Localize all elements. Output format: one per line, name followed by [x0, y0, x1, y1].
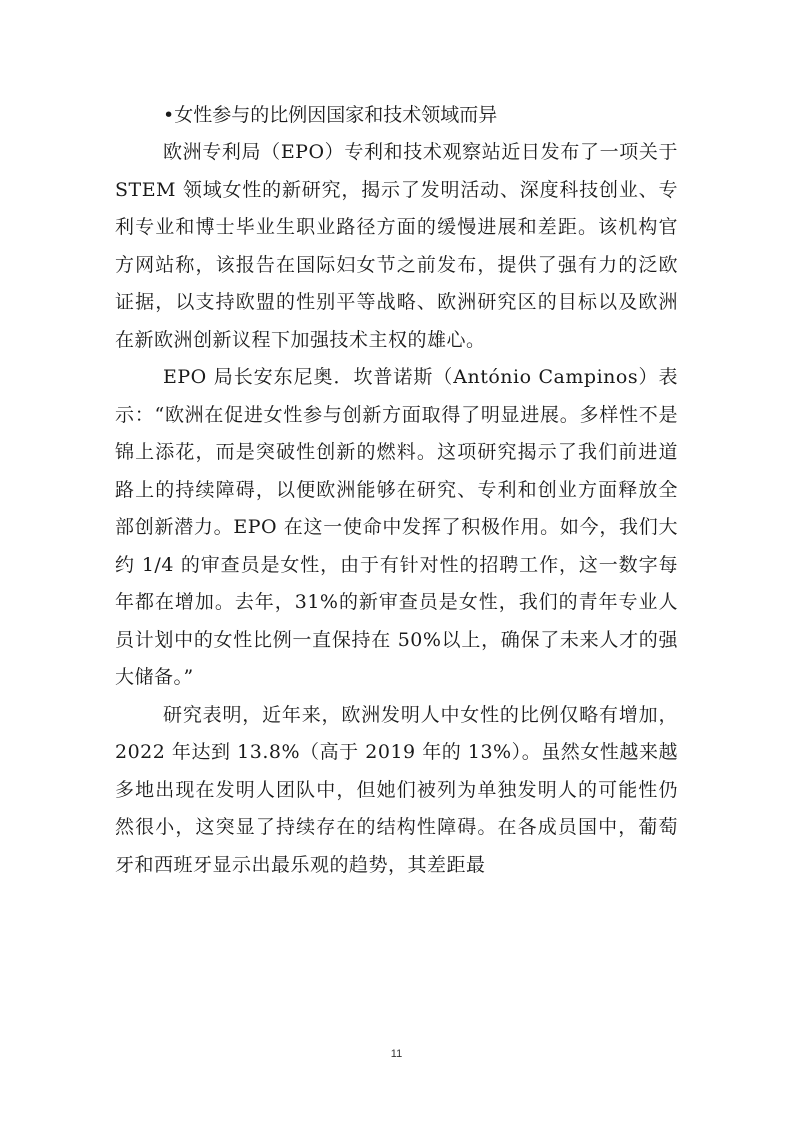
page-number: 11	[390, 1048, 403, 1060]
paragraph-1: 欧洲专利局（EPO）专利和技术观察站近日发布了一项关于 STEM 领域女性的新研究，揭示了发明活动、深度科技创业、专利专业和博士毕业生职业路径方面的缓慢进展和差距。该机构官方网站称，该报告在国际妇女节之前发布，提供了强有力的泛欧证据，以支持欧盟的性别平等战略、欧洲研究区的目标以及欧洲在新欧洲创新议程下加强技术主权的雄心。	[115, 141, 678, 351]
paragraph-2: EPO 局长安东尼奥．坎普诺斯（António Campinos）表示：“欧洲在促进女性参与创新方面取得了明显进展。多样性不是锦上添花，而是突破性创新的燃料。这项研究揭示了我们前进道路上的持续障碍，以便欧洲能够在研究、专利和创业方面释放全部创新潜力。EPO 在这一使命中发挥了积极作用。如今，我们大约 1/4 的审查员是女性，由于有针对性的招聘工作，这一数字每年都在增加。去年，31%的新审查员是女性，我们的青年专业人员计划中的女性比例一直保持在 50%以上，确保了未来人才的强大储备。”	[115, 366, 678, 688]
bullet-heading: •女性参与的比例因国家和技术领域而异	[163, 104, 498, 126]
body-text	[115, 97, 678, 884]
paragraph-3: 研究表明，近年来，欧洲发明人中女性的比例仅略有增加，2022 年达到 13.8%（高于 2019 年的 13%）。虽然女性越来越多地出现在发明人团队中，但她们被列为单独发明人的可能性仍然很小，这突显了持续存在的结构性障碍。在各成员国中，葡萄牙和西班牙显示出最乐观的趋势，其差距最	[115, 703, 678, 876]
